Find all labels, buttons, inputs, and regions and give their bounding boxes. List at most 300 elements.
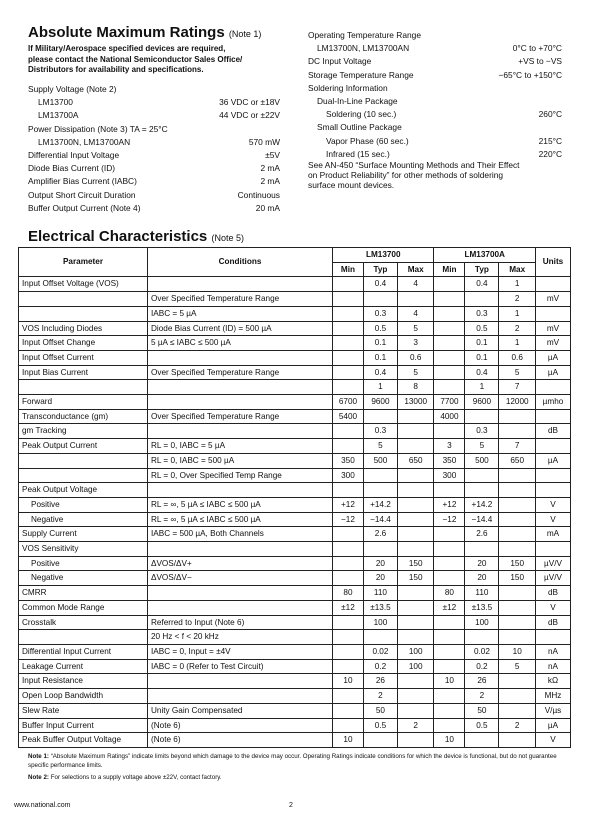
table-row (19, 277, 571, 292)
elec-title: Electrical Characteristics (Note 5) (28, 228, 244, 245)
value-cell (333, 350, 364, 365)
value-cell: 0.3 (363, 306, 397, 321)
value-cell: 1 (363, 380, 397, 395)
param-cell: Peak Output Current (19, 439, 148, 454)
value-cell: +12 (333, 497, 364, 512)
rating-label: LM13700N, LM13700AN (317, 43, 410, 54)
value-cell (333, 689, 364, 704)
value-cell (333, 277, 364, 292)
value-cell (465, 409, 499, 424)
value-cell (333, 644, 364, 659)
value-cell: −14.4 (363, 512, 397, 527)
rating-label: Supply Voltage (Note 2) (28, 84, 117, 94)
value-cell (363, 483, 397, 498)
condition-cell (148, 350, 333, 365)
rating-label: Soldering Information (308, 82, 388, 93)
rating-label: Operating Temperature Range (308, 30, 421, 40)
value-cell (499, 497, 536, 512)
param-cell: Slew Rate (19, 703, 148, 718)
table-row (19, 292, 571, 307)
table-row (19, 556, 571, 571)
value-cell: 2 (465, 689, 499, 704)
value-cell (434, 556, 465, 571)
an450-note: See AN-450 “Surface Mounting Methods and Their Effect on Product Reliability” for other methods of soldering surface mount devices. (308, 160, 520, 190)
value-cell (434, 571, 465, 586)
value-cell (434, 644, 465, 659)
table-row (19, 439, 571, 454)
abs-max-title: Absolute Maximum Ratings (Note 1) (28, 24, 262, 41)
unit-cell: µA (536, 718, 571, 733)
value-cell (333, 630, 364, 645)
value-cell: 10 (434, 733, 465, 748)
value-cell: 500 (465, 453, 499, 468)
table-row (19, 615, 571, 630)
value-cell: 150 (499, 571, 536, 586)
military-warning: If Military/Aerospace specified devices are required, please contact the National Semiconductor Sales Office/ Distributors for availability and specifications. (28, 44, 243, 74)
param-cell: Input Offset Voltage (VOS) (19, 277, 148, 292)
value-cell: 350 (333, 453, 364, 468)
condition-cell (148, 542, 333, 557)
rating-value: 44 VDC or ±22V (219, 110, 280, 121)
value-cell (499, 600, 536, 615)
value-cell (434, 380, 465, 395)
table-row (19, 600, 571, 615)
table-row (19, 659, 571, 674)
value-cell (333, 306, 364, 321)
value-cell: 10 (333, 733, 364, 748)
rating-label: Diode Bias Current (ID) (28, 163, 116, 174)
condition-cell: IABC = 0, Input = ±4V (148, 644, 333, 659)
value-cell (397, 292, 434, 307)
table-row (19, 733, 571, 748)
table-row (19, 497, 571, 512)
value-cell (499, 689, 536, 704)
value-cell (363, 542, 397, 557)
condition-cell: IABC = 5 µA (148, 306, 333, 321)
rating-label: Infrared (15 sec.) (326, 148, 390, 159)
col-min: Min (333, 262, 364, 277)
param-cell: Open Loop Bandwidth (19, 689, 148, 704)
unit-cell (536, 380, 571, 395)
param-cell: Positive (19, 497, 148, 512)
value-cell (397, 586, 434, 601)
value-cell: 2.6 (363, 527, 397, 542)
rating-label: Power Dissipation (Note 3) TA = 25°C (28, 123, 168, 134)
unit-cell: µA (536, 350, 571, 365)
value-cell: 5 (363, 439, 397, 454)
value-cell (465, 292, 499, 307)
unit-cell: µA (536, 453, 571, 468)
param-cell: Common Mode Range (19, 600, 148, 615)
value-cell: 150 (397, 571, 434, 586)
col-max: Max (397, 262, 434, 277)
rating-label: Amplifier Bias Current (IABC) (28, 176, 137, 187)
param-cell: Transconductance (gm) (19, 409, 148, 424)
rating-value: −65°C to +150°C (498, 69, 562, 80)
rating-label: Buffer Output Current (Note 4) (28, 202, 141, 213)
rating-value: 570 mW (248, 136, 280, 147)
value-cell (465, 468, 499, 483)
value-cell: 20 (465, 556, 499, 571)
unit-cell (536, 439, 571, 454)
condition-cell: RL = 0, Over Specified Temp Range (148, 468, 333, 483)
value-cell (397, 542, 434, 557)
value-cell: 9600 (363, 395, 397, 410)
table-row (19, 483, 571, 498)
rating-value: ±5V (265, 150, 280, 160)
table-row (19, 395, 571, 410)
value-cell: 7 (499, 380, 536, 395)
condition-cell: RL = 0, IABC = 500 µA (148, 453, 333, 468)
col-typ: Typ (465, 262, 499, 277)
value-cell (397, 512, 434, 527)
value-cell (363, 409, 397, 424)
table-row (19, 718, 571, 733)
value-cell: 0.3 (465, 424, 499, 439)
table-row (19, 512, 571, 527)
value-cell: +14.2 (363, 497, 397, 512)
value-cell: 100 (465, 615, 499, 630)
unit-cell: mV (536, 321, 571, 336)
value-cell (434, 306, 465, 321)
unit-cell: V/µs (536, 703, 571, 718)
value-cell (434, 689, 465, 704)
col-conditions: Conditions (148, 248, 333, 277)
value-cell: 26 (465, 674, 499, 689)
table-row (19, 527, 571, 542)
table-row (19, 424, 571, 439)
value-cell (434, 321, 465, 336)
condition-cell: RL = ∞, 5 µA ≤ IABC ≤ 500 µA (148, 512, 333, 527)
unit-cell (536, 630, 571, 645)
value-cell (333, 424, 364, 439)
param-cell: Input Offset Change (19, 336, 148, 351)
unit-cell: dB (536, 615, 571, 630)
unit-cell: µV/V (536, 571, 571, 586)
value-cell: 100 (397, 644, 434, 659)
value-cell: 0.5 (465, 321, 499, 336)
value-cell: 0.4 (363, 277, 397, 292)
value-cell: 20 (465, 571, 499, 586)
rating-label: Dual-In-Line Package (317, 96, 398, 106)
value-cell: ±12 (434, 600, 465, 615)
condition-cell (148, 674, 333, 689)
value-cell (397, 424, 434, 439)
condition-cell: ΔVOS/ΔV+ (148, 556, 333, 571)
value-cell (333, 336, 364, 351)
table-row (19, 586, 571, 601)
value-cell: 7700 (434, 395, 465, 410)
value-cell: −12 (434, 512, 465, 527)
table-row (19, 468, 571, 483)
value-cell (397, 615, 434, 630)
value-cell (397, 527, 434, 542)
unit-cell: V (536, 512, 571, 527)
value-cell (465, 483, 499, 498)
param-cell (19, 630, 148, 645)
value-cell (333, 483, 364, 498)
value-cell: 1 (499, 277, 536, 292)
value-cell: 10 (499, 644, 536, 659)
value-cell (499, 468, 536, 483)
col-units: Units (536, 248, 571, 277)
notes (28, 752, 573, 782)
unit-cell: dB (536, 586, 571, 601)
param-cell: Leakage Current (19, 659, 148, 674)
value-cell (397, 409, 434, 424)
value-cell: 350 (434, 453, 465, 468)
condition-cell: (Note 6) (148, 718, 333, 733)
condition-cell: 5 µA ≤ IABC ≤ 500 µA (148, 336, 333, 351)
condition-cell (148, 600, 333, 615)
value-cell (363, 733, 397, 748)
rating-value: 215°C (538, 135, 562, 146)
col-max: Max (499, 262, 536, 277)
value-cell (333, 527, 364, 542)
value-cell (434, 365, 465, 380)
value-cell: 26 (363, 674, 397, 689)
param-cell: Crosstalk (19, 615, 148, 630)
value-cell: 12000 (499, 395, 536, 410)
unit-cell: µmho (536, 395, 571, 410)
value-cell: 650 (499, 453, 536, 468)
value-cell (465, 630, 499, 645)
condition-cell (148, 483, 333, 498)
electrical-characteristics-table (18, 247, 571, 748)
value-cell (333, 571, 364, 586)
table-row (19, 542, 571, 557)
value-cell: 20 (363, 556, 397, 571)
value-cell: 0.4 (363, 365, 397, 380)
value-cell (434, 350, 465, 365)
unit-cell: V (536, 600, 571, 615)
condition-cell: ΔVOS/ΔV− (148, 571, 333, 586)
table-row (19, 409, 571, 424)
value-cell: ±13.5 (363, 600, 397, 615)
value-cell (333, 542, 364, 557)
table-row (19, 365, 571, 380)
value-cell: 4 (397, 277, 434, 292)
rating-value: 260°C (538, 109, 562, 120)
rating-label: LM13700A (38, 110, 79, 121)
value-cell: −12 (333, 512, 364, 527)
value-cell: 150 (397, 556, 434, 571)
condition-cell: Referred to Input (Note 6) (148, 615, 333, 630)
unit-cell: mV (536, 336, 571, 351)
value-cell (434, 615, 465, 630)
table-row (19, 350, 571, 365)
unit-cell: nA (536, 644, 571, 659)
condition-cell: IABC = 500 µA, Both Channels (148, 527, 333, 542)
value-cell (333, 556, 364, 571)
value-cell (465, 542, 499, 557)
value-cell: 2 (397, 718, 434, 733)
value-cell (397, 468, 434, 483)
value-cell: 0.6 (397, 350, 434, 365)
value-cell: 6700 (333, 395, 364, 410)
value-cell: 5400 (333, 409, 364, 424)
value-cell (499, 733, 536, 748)
value-cell (434, 292, 465, 307)
col-min: Min (434, 262, 465, 277)
value-cell: 0.4 (465, 365, 499, 380)
value-cell (499, 703, 536, 718)
value-cell: 100 (397, 659, 434, 674)
value-cell (363, 292, 397, 307)
value-cell: 0.3 (363, 424, 397, 439)
condition-cell (148, 395, 333, 410)
value-cell: 110 (363, 586, 397, 601)
param-cell: VOS Including Diodes (19, 321, 148, 336)
unit-cell (536, 409, 571, 424)
condition-cell: IABC = 0 (Refer to Test Circuit) (148, 659, 333, 674)
value-cell: 2 (499, 321, 536, 336)
value-cell (499, 527, 536, 542)
value-cell (499, 483, 536, 498)
table-row (19, 630, 571, 645)
param-cell: Forward (19, 395, 148, 410)
value-cell (499, 542, 536, 557)
table-row (19, 689, 571, 704)
value-cell: 0.1 (363, 336, 397, 351)
col-lm13700a: LM13700A (434, 248, 536, 263)
value-cell (333, 718, 364, 733)
value-cell: 9600 (465, 395, 499, 410)
rating-value: 2 mA (260, 176, 280, 187)
value-cell (499, 615, 536, 630)
value-cell: +12 (434, 497, 465, 512)
value-cell: 2 (499, 292, 536, 307)
value-cell (397, 630, 434, 645)
unit-cell: nA (536, 659, 571, 674)
value-cell: 0.1 (363, 350, 397, 365)
col-parameter: Parameter (19, 248, 148, 277)
value-cell: 0.2 (363, 659, 397, 674)
value-cell: 500 (363, 453, 397, 468)
condition-cell: Over Specified Temperature Range (148, 292, 333, 307)
value-cell (397, 439, 434, 454)
value-cell (397, 689, 434, 704)
table-row (19, 306, 571, 321)
value-cell: 7 (499, 439, 536, 454)
rating-label: Soldering (10 sec.) (326, 109, 397, 120)
value-cell (434, 703, 465, 718)
unit-cell: µA (536, 365, 571, 380)
condition-cell (148, 380, 333, 395)
unit-cell: dB (536, 424, 571, 439)
table-row (19, 644, 571, 659)
param-cell (19, 453, 148, 468)
value-cell (333, 365, 364, 380)
param-cell: Peak Output Voltage (19, 483, 148, 498)
value-cell (499, 586, 536, 601)
rating-label: DC Input Voltage (308, 56, 372, 67)
rating-value: Continuous (237, 189, 280, 200)
value-cell (434, 542, 465, 557)
value-cell (434, 483, 465, 498)
rating-label: Small Outline Package (317, 122, 402, 133)
param-cell: Input Offset Current (19, 350, 148, 365)
unit-cell: V (536, 733, 571, 748)
value-cell (363, 630, 397, 645)
rating-label: Differential Input Voltage (28, 150, 120, 160)
value-cell (499, 630, 536, 645)
value-cell: 10 (434, 674, 465, 689)
value-cell (397, 703, 434, 718)
rating-label: LM13700 (38, 97, 73, 108)
value-cell: 10 (333, 674, 364, 689)
table-row (19, 380, 571, 395)
value-cell (397, 483, 434, 498)
value-cell (333, 321, 364, 336)
condition-cell: (Note 6) (148, 733, 333, 748)
value-cell: 2 (499, 718, 536, 733)
value-cell (333, 439, 364, 454)
unit-cell: mV (536, 292, 571, 307)
value-cell: 0.5 (363, 718, 397, 733)
param-cell: VOS Sensitivity (19, 542, 148, 557)
value-cell (333, 703, 364, 718)
value-cell: 1 (499, 306, 536, 321)
value-cell: 0.02 (465, 644, 499, 659)
value-cell (333, 615, 364, 630)
value-cell: 0.3 (465, 306, 499, 321)
param-cell (19, 468, 148, 483)
value-cell (465, 733, 499, 748)
footer-site: www.national.com (14, 802, 71, 809)
value-cell (434, 659, 465, 674)
condition-cell (148, 689, 333, 704)
value-cell: 1 (499, 336, 536, 351)
param-cell: gm Tracking (19, 424, 148, 439)
value-cell: 3 (397, 336, 434, 351)
value-cell: 2 (363, 689, 397, 704)
value-cell (434, 277, 465, 292)
value-cell (363, 468, 397, 483)
value-cell: 300 (333, 468, 364, 483)
value-cell (499, 424, 536, 439)
value-cell: 0.1 (465, 336, 499, 351)
rating-value: +VS to −VS (518, 56, 562, 67)
unit-cell: mA (536, 527, 571, 542)
rating-label: Storage Temperature Range (308, 69, 414, 80)
value-cell: 5 (397, 365, 434, 380)
table-row (19, 571, 571, 586)
rating-label: LM13700N, LM13700AN (38, 136, 131, 147)
condition-cell: Over Specified Temperature Range (148, 409, 333, 424)
value-cell (333, 380, 364, 395)
value-cell: 0.2 (465, 659, 499, 674)
param-cell: Supply Current (19, 527, 148, 542)
value-cell (499, 512, 536, 527)
value-cell: 80 (434, 586, 465, 601)
value-cell: 5 (465, 439, 499, 454)
value-cell (434, 527, 465, 542)
table-row (19, 453, 571, 468)
value-cell (397, 674, 434, 689)
value-cell: 0.4 (465, 277, 499, 292)
value-cell: 0.5 (465, 718, 499, 733)
param-cell: Differential Input Current (19, 644, 148, 659)
value-cell: ±12 (333, 600, 364, 615)
value-cell: 50 (465, 703, 499, 718)
page-number: 2 (289, 802, 293, 809)
param-cell: Negative (19, 512, 148, 527)
param-cell (19, 380, 148, 395)
value-cell: ±13.5 (465, 600, 499, 615)
param-cell: Negative (19, 571, 148, 586)
condition-cell: 20 Hz < f < 20 kHz (148, 630, 333, 645)
